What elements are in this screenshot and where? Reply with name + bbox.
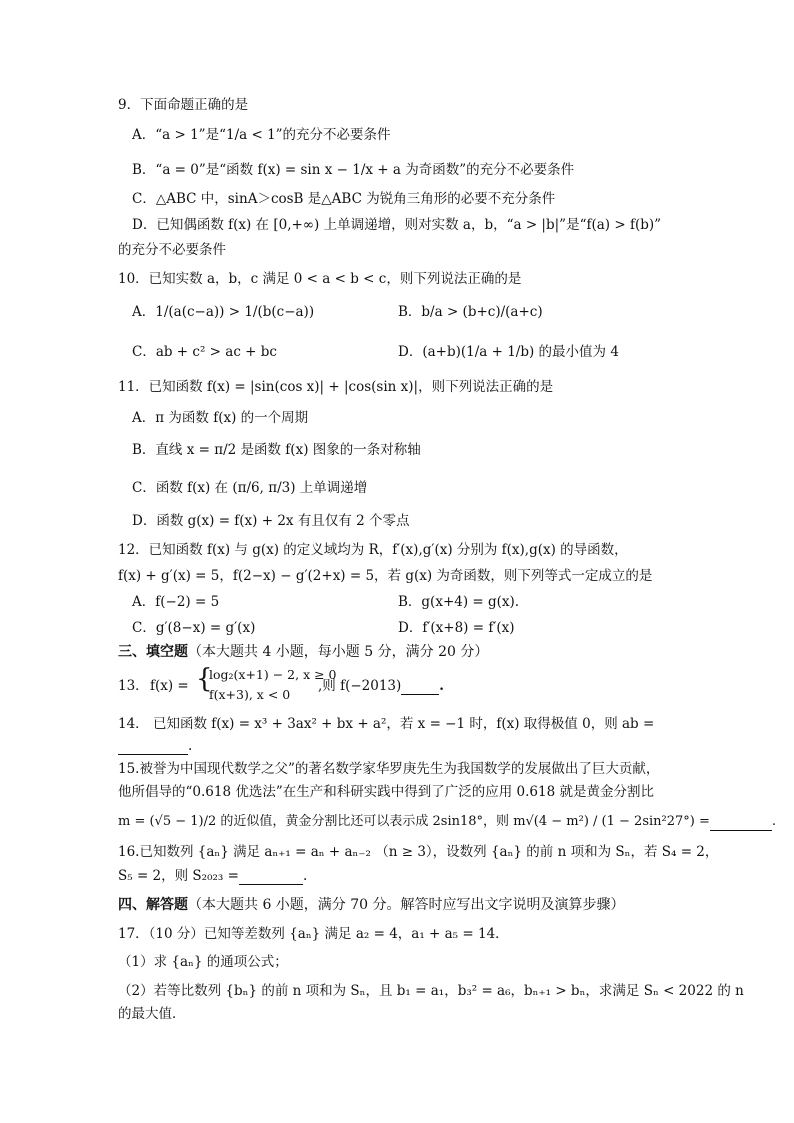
q11-option-a: A．π 为函数 f(x) 的一个周期 (132, 410, 309, 426)
q13-end: . (439, 678, 444, 694)
q9-option-d: D．已知偶函数 f(x) 在 [0,+∞) 上单调递增，则对实数 a，b，“a > |b|”是“f(a) > f(b)” (132, 217, 662, 233)
q13-label: 13． (118, 678, 149, 694)
q16-line-2-text: S₅ = 2，则 S₂₀₂₃ = (118, 868, 239, 884)
q12-option-c: C．g′(8−x) = g′(x) (132, 620, 256, 636)
q13-case-2: f(x+3), x < 0 (209, 687, 291, 702)
q12-option-d: D．f′(x+8) = f′(x) (398, 620, 515, 636)
q11-option-b: B．直线 x = π/2 是函数 f(x) 图象的一条对称轴 (132, 442, 421, 458)
q10-option-a: A．1/(a(c−a)) > 1/(b(c−a)) (132, 304, 315, 320)
q15-answer-blank[interactable] (710, 816, 772, 831)
q9-option-a: A．“a > 1”是“1/a < 1”的充分不必要条件 (132, 127, 391, 143)
q17-part-1: （1）求 {aₙ} 的通项公式； (118, 954, 288, 970)
q12-option-a: A．f(−2) = 5 (132, 594, 220, 610)
q14-answer-blank[interactable] (118, 740, 188, 755)
q10-option-b: B．b/a > (b+c)/(a+c) (398, 304, 543, 320)
section-3-heading (118, 643, 488, 661)
q11-stem: 11．已知函数 f(x) = |sin(cos x)| + |cos(sin x)|，则下列说法正确的是 (118, 379, 554, 395)
q9-option-d-cont: 的充分不必要条件 (118, 242, 226, 258)
q15-end: . (771, 814, 777, 829)
q16-line-1: 16.已知数列 {aₙ} 满足 aₙ₊₁ = aₙ + aₙ₋₂ （n ≥ 3），设数列 {aₙ} 的前 n 项和为 Sₙ，若 S₄ = 2， (118, 844, 719, 860)
q9-option-c: C．△ABC 中，sinA＞cosB 是△ABC 为锐角三角形的必要不充分条件 (132, 191, 556, 207)
section-4-desc: （本大题共 6 小题，满分 70 分。解答时应写出文字说明及演算步骤） (188, 897, 625, 913)
q17-stem: 17．（10 分）已知等差数列 {aₙ} 满足 a₂ = 4，a₁ + a₅ = 14． (118, 926, 509, 942)
q9-stem: 9．下面命题正确的是 (118, 97, 249, 113)
q11-option-c: C．函数 f(x) 在 (π/6, π/3) 上单调递增 (132, 480, 368, 496)
q9-option-b: B．“a = 0”是“函数 f(x) = sin x − 1/x + a 为奇函数”的充分不必要条件 (132, 162, 575, 178)
q13-brace: { (196, 664, 213, 694)
q16-answer-blank[interactable] (239, 870, 303, 885)
q12-stem: 12．已知函数 f(x) 与 g(x) 的定义域均为 R，f′(x),g′(x) 分别为 f(x),g(x) 的导函数， (118, 542, 628, 558)
q13-case-1: log₂(x+1) − 2, x ≥ 0 (209, 667, 337, 682)
q12-stem-cont: f(x) + g′(x) = 5，f(2−x) − g′(2+x) = 5，若 g(x) 为奇函数，则下列等式一定成立的是 (118, 568, 653, 584)
q15-line-2: 他所倡导的“0.618 优选法”在生产和科研实践中得到了广泛的应用 0.618 就是黄金分割比 (118, 784, 654, 800)
q13-answer-blank[interactable] (401, 680, 439, 695)
section-4-title: 四、解答题 (118, 897, 188, 913)
section-3-title: 三、填空题 (118, 644, 188, 660)
q10-stem: 10．已知实数 a，b，c 满足 0 < a < b < c，则下列说法正确的是 (118, 271, 522, 287)
q13-tail-text: ,则 f(−2013) (318, 678, 402, 694)
q12-option-b: B．g(x+4) = g(x). (398, 594, 520, 610)
q10-option-c: C．ab + c² > ac + bc (132, 344, 277, 360)
q15-m-eq: m = (√5 − 1)/2 (118, 814, 217, 829)
q14-end: . (188, 738, 193, 754)
q16-line-2 (118, 867, 307, 885)
q11-option-d: D．函数 g(x) = f(x) + 2x 有且仅有 2 个零点 (132, 513, 410, 529)
q15-expr: m√(4 − m²) / (1 − 2sin²27°) = (513, 814, 710, 829)
q16-end: . (302, 868, 308, 884)
section-4-heading (118, 896, 625, 914)
q15-line-1: 15.被誉为中国现代数学之父”的著名数学家华罗庚先生为我国数学的发展做出了巨大贡献， (118, 761, 660, 777)
q10-option-d: D．(a+b)(1/a + 1/b) 的最小值为 4 (398, 344, 619, 360)
section-3-desc: （本大题共 4 小题，每小题 5 分，满分 20 分） (188, 644, 489, 660)
q15-line-3 (118, 813, 776, 831)
q14-answer-line (118, 737, 192, 755)
q15-mid: 的近似值，黄金分割比还可以表示成 2sin18°，则 (216, 814, 514, 829)
q13-fx: f(x) = (150, 678, 189, 694)
q17-part-2-cont: 的最大值． (118, 1006, 186, 1022)
q17-part-2: （2）若等比数列 {bₙ} 的前 n 项和为 Sₙ，且 b₁ = a₁，b₃² = a₆，bₙ₊₁ > bₙ，求满足 Sₙ < 2022 的 n (118, 983, 744, 999)
q13-tail (318, 677, 444, 695)
q14-text: 14． 已知函数 f(x) = x³ + 3ax² + bx + a²，若 x = −1 时，f(x) 取得极值 0，则 ab = (118, 716, 655, 732)
